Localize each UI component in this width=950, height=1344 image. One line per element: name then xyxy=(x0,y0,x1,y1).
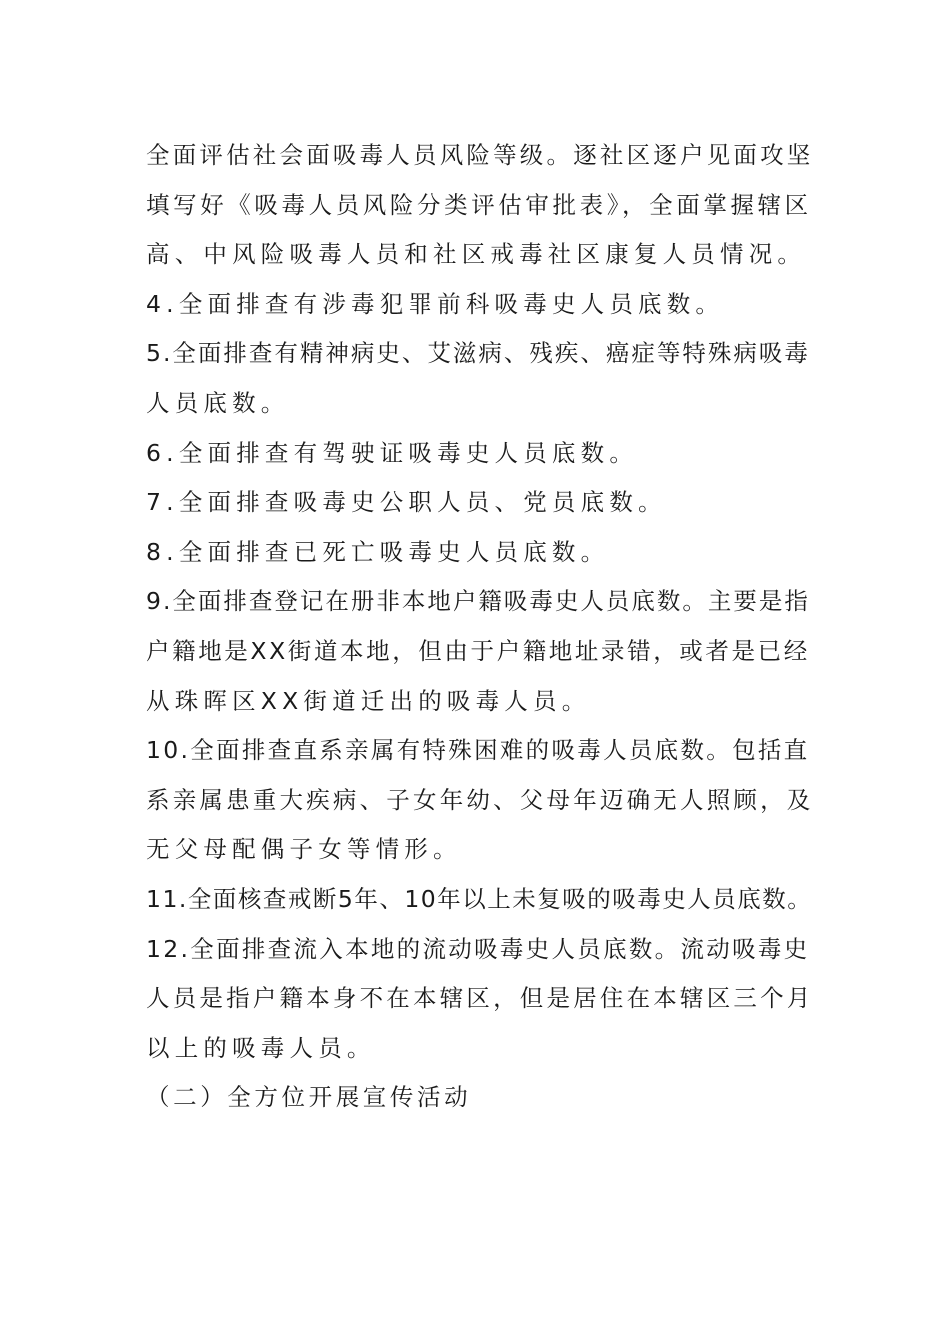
list-item-9: 9.全面排查登记在册非本地户籍吸毒史人员底数。主要是指 xyxy=(146,587,810,616)
list-item-8: 8.全面排查已死亡吸毒史人员底数。 xyxy=(146,537,610,566)
list-item-12-continued-2: 以上的吸毒人员。 xyxy=(146,1033,376,1062)
list-item-9-continued-2: 从珠晖区XX街道迁出的吸毒人员。 xyxy=(146,686,591,715)
paragraph-line-1: 全面评估社会面吸毒人员风险等级。逐社区逐户见面攻坚 xyxy=(146,141,814,169)
list-item-6: 6.全面排查有驾驶证吸毒史人员底数。 xyxy=(146,438,639,467)
section-heading: （二）全方位开展宣传活动 xyxy=(146,1083,472,1112)
list-item-12: 12.全面排查流入本地的流动吸毒史人员底数。流动吸毒史 xyxy=(146,934,810,963)
list-item-7: 7.全面排查吸毒史公职人员、党员底数。 xyxy=(146,488,667,517)
list-item-5: 5.全面排查有精神病史、艾滋病、残疾、癌症等特殊病吸毒 xyxy=(146,339,810,368)
list-item-5-continued: 人员底数。 xyxy=(146,388,290,417)
list-item-10: 10.全面排查直系亲属有特殊困难的吸毒人员底数。包括直 xyxy=(146,736,810,765)
paragraph-line-2: 填写好《吸毒人员风险分类评估审批表》，全面掌握辖区 xyxy=(146,190,812,219)
paragraph-line-3: 高、中风险吸毒人员和社区戒毒社区康复人员情况。 xyxy=(146,240,807,269)
list-item-10-continued-1: 系亲属患重大疾病、子女年幼、父母年迈确无人照顾，及 xyxy=(146,785,814,814)
list-item-4: 4.全面排查有涉毒犯罪前科吸毒史人员底数。 xyxy=(146,289,725,318)
list-item-10-continued-2: 无父母配偶子女等情形。 xyxy=(146,835,462,864)
list-item-11: 11.全面核查戒断5年、10年以上未复吸的吸毒史人员底数。 xyxy=(146,884,813,913)
list-item-12-continued-1: 人员是指户籍本身不在本辖区，但是居住在本辖区三个月 xyxy=(146,984,814,1013)
document-body xyxy=(146,131,814,1123)
list-item-9-continued-1: 户籍地是XX街道本地，但由于户籍地址录错，或者是已经 xyxy=(146,636,810,665)
